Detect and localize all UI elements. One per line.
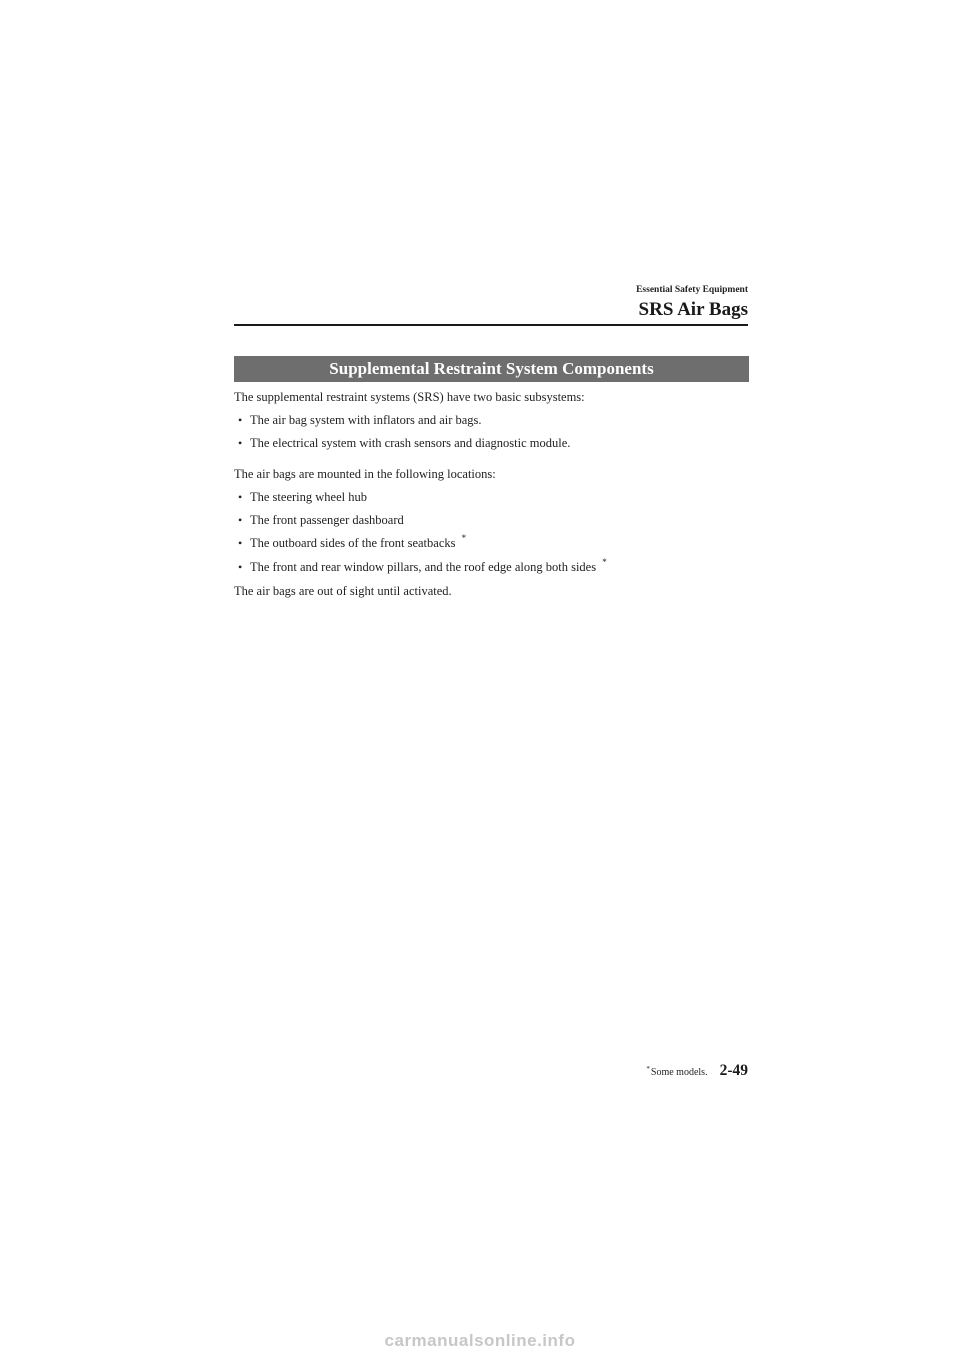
list-item-text: The steering wheel hub xyxy=(250,490,367,504)
some-models-asterisk-icon: * xyxy=(461,533,467,543)
body-content xyxy=(234,390,754,599)
locations-paragraph: The air bags are mounted in the following locations: xyxy=(234,467,496,481)
header-divider xyxy=(234,324,748,326)
section-heading: Supplemental Restraint System Components xyxy=(329,359,654,378)
bullet-icon: • xyxy=(238,560,243,574)
locations-list xyxy=(234,490,754,576)
list-item-text: The outboard sides of the front seatbacks xyxy=(250,536,456,550)
closing-paragraph: The air bags are out of sight until activated. xyxy=(234,584,452,598)
page-number: 2-49 xyxy=(719,1062,748,1079)
section-title: SRS Air Bags xyxy=(638,299,748,320)
bullet-icon: • xyxy=(238,413,243,427)
chapter-title: Essential Safety Equipment xyxy=(636,285,748,295)
list-item-text: The front and rear window pillars, and the roof edge along both sides xyxy=(250,560,597,574)
page-header xyxy=(636,284,748,321)
list-item-text: The air bag system with inflators and air bags. xyxy=(250,413,482,427)
bullet-icon: • xyxy=(238,513,243,527)
page-footer xyxy=(646,1062,748,1080)
watermark: carmanualsonline.info xyxy=(384,1331,576,1350)
intro-paragraph: The supplemental restraint systems (SRS) have two basic subsystems: xyxy=(234,390,585,404)
bullet-icon: • xyxy=(238,490,243,504)
list-item xyxy=(234,513,754,528)
list-item xyxy=(234,557,754,576)
list-item xyxy=(234,413,754,428)
footnote-asterisk-icon: * xyxy=(646,1065,650,1073)
list-item xyxy=(234,533,754,552)
list-item xyxy=(234,490,754,505)
section-heading-banner xyxy=(234,356,749,382)
list-item-text: The front passenger dashboard xyxy=(250,513,404,527)
footnote-text: Some models. xyxy=(650,1067,708,1078)
bullet-icon: • xyxy=(238,536,243,550)
subsystem-list xyxy=(234,413,754,451)
list-item xyxy=(234,436,754,451)
some-models-asterisk-icon: * xyxy=(602,557,607,567)
bullet-icon: • xyxy=(238,436,243,450)
footnote xyxy=(646,1067,707,1078)
list-item-text: The electrical system with crash sensors and diagnostic module. xyxy=(250,436,571,450)
